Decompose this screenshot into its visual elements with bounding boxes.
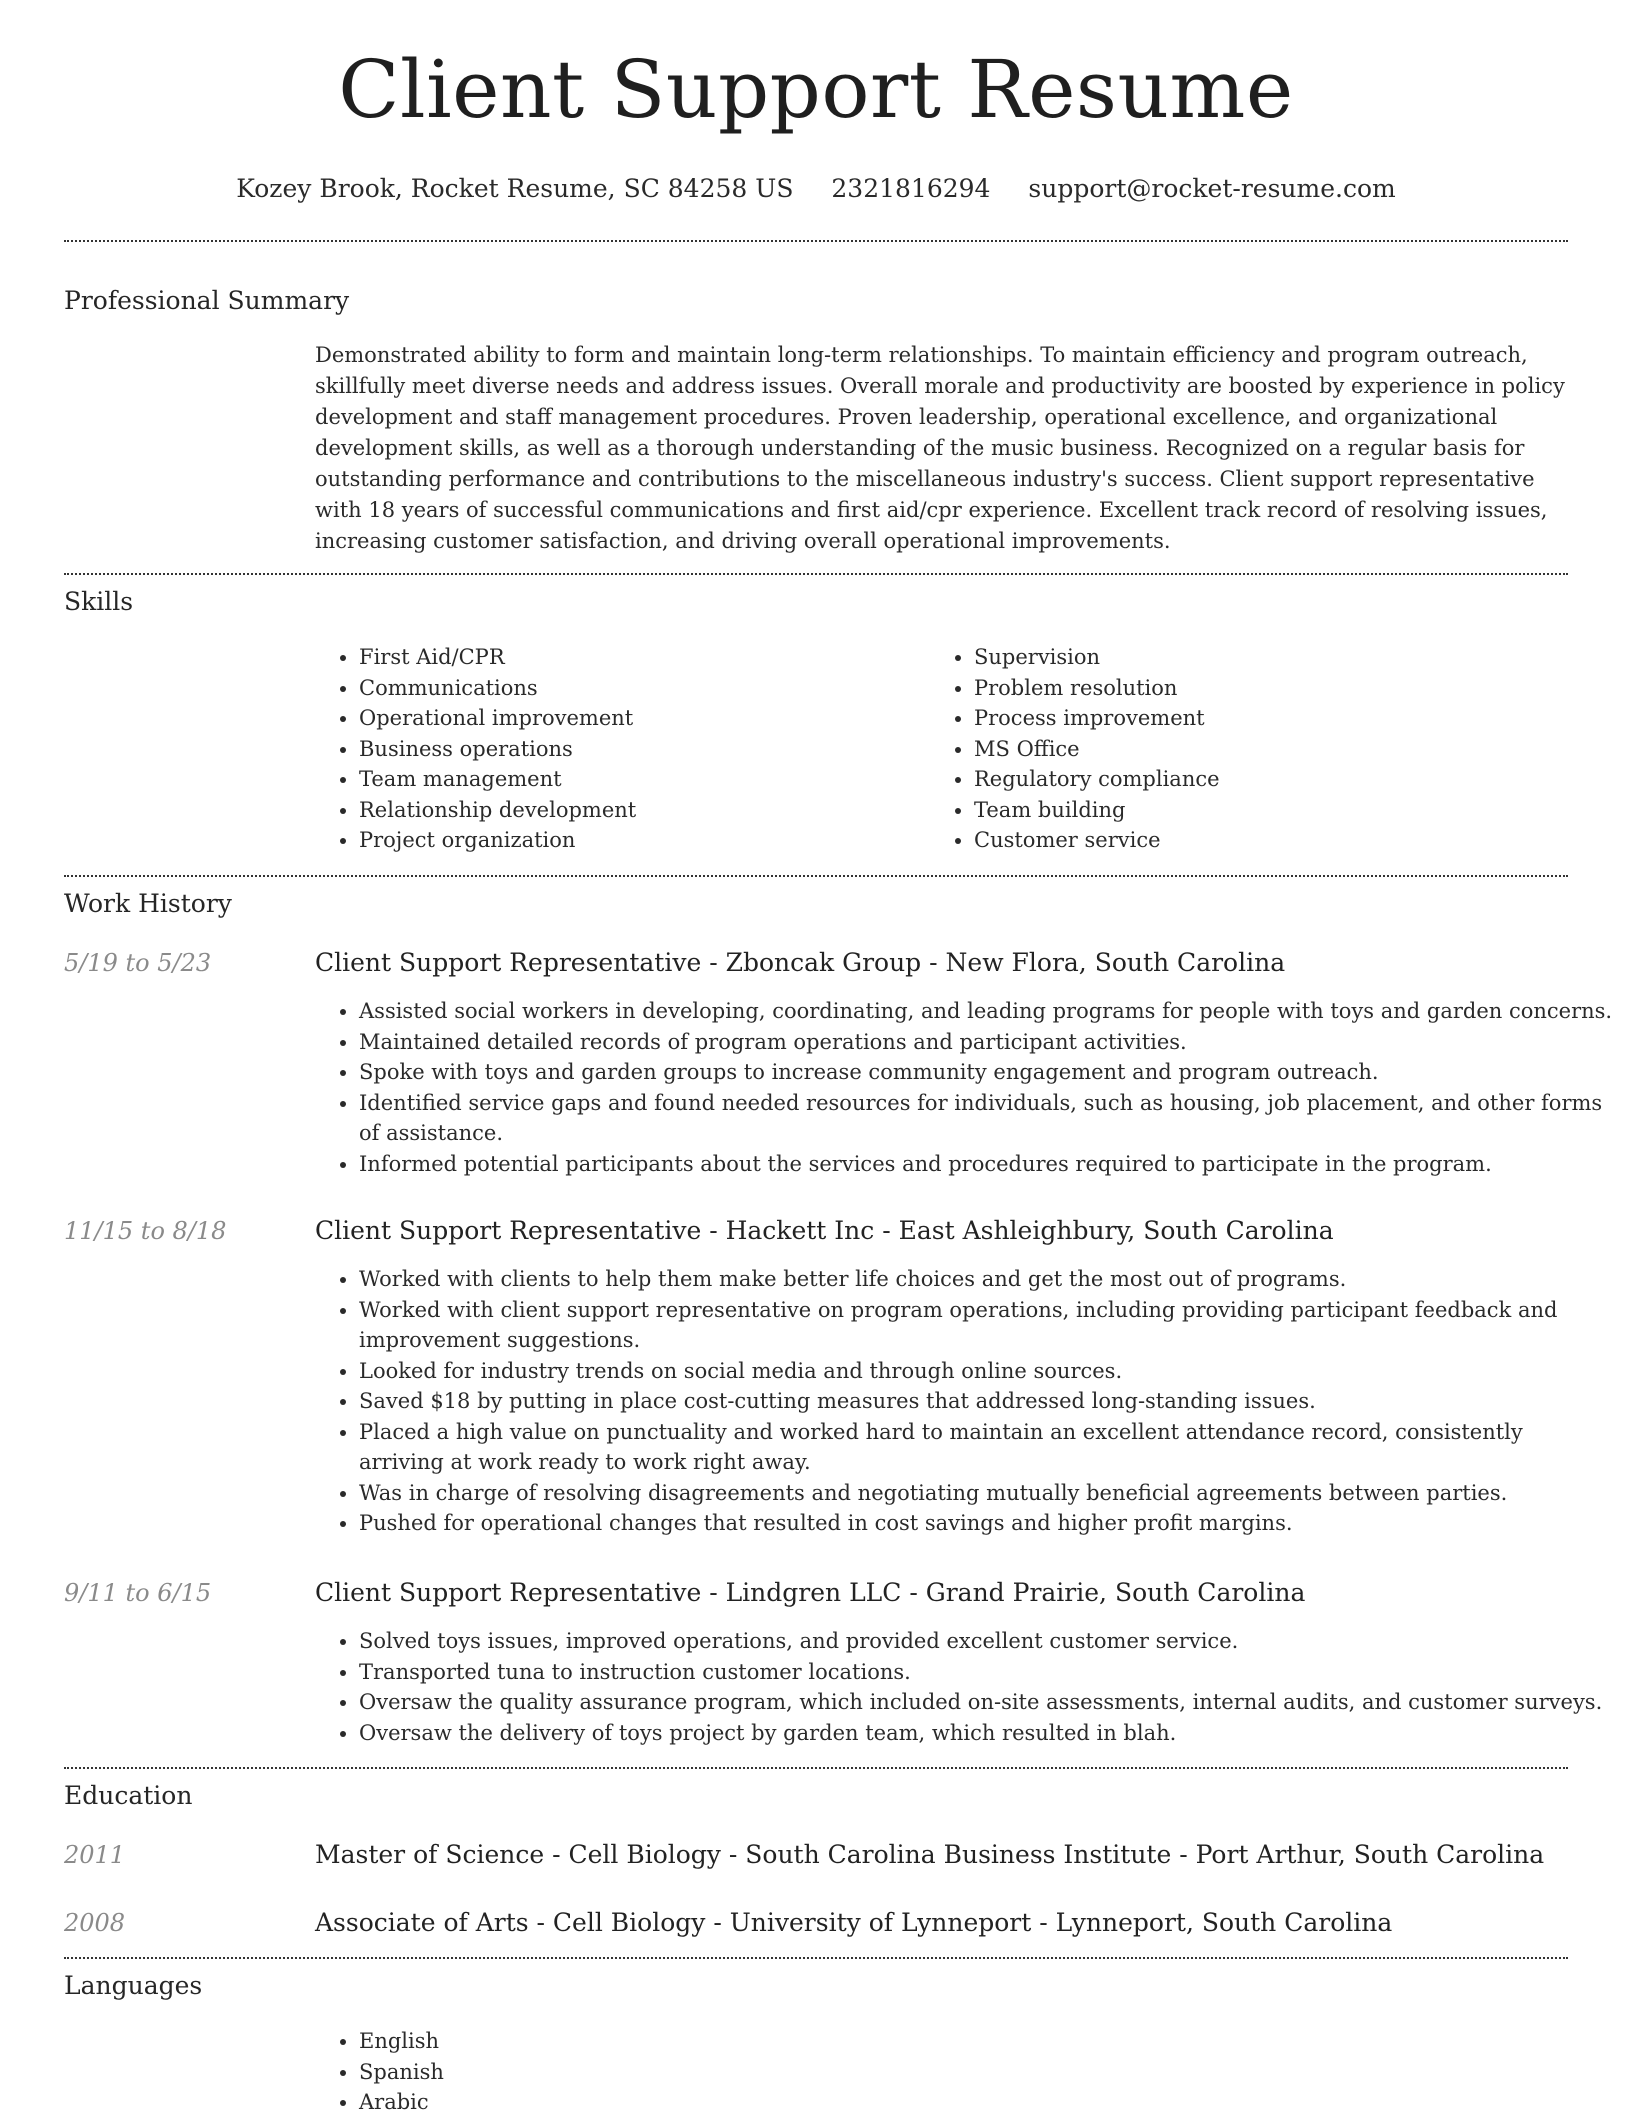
- skill-item: • Project organization: [359, 825, 919, 856]
- job-bullets: [315, 996, 1613, 1179]
- job-bullet: • Spoke with toys and garden groups to increase community engagement and program outreach.: [359, 1057, 1613, 1088]
- divider: [64, 573, 1568, 575]
- contact-phone: 2321816294: [831, 174, 991, 203]
- job-bullet: • Transported tuna to instruction customer locations.: [359, 1657, 1613, 1688]
- skill-item: • Team building: [974, 795, 1574, 826]
- job-dates: 11/15 to 8/18: [64, 1217, 227, 1245]
- job-bullet: • Worked with client support representative on program operations, including providing participant feedback and improvement suggestions.: [359, 1295, 1613, 1356]
- skill-item: • Communications: [359, 673, 919, 704]
- education-heading: Education: [64, 1781, 193, 1810]
- job-bullet: • Was in charge of resolving disagreements and negotiating mutually beneficial agreements between parties.: [359, 1478, 1613, 1509]
- divider: [64, 1957, 1568, 1959]
- work-heading: Work History: [64, 889, 232, 918]
- job-bullet: • Maintained detailed records of program operations and participant activities.: [359, 1027, 1613, 1058]
- education-year: 2011: [64, 1841, 126, 1869]
- skill-item: • MS Office: [974, 734, 1574, 765]
- job-bullet: • Pushed for operational changes that resulted in cost savings and higher profit margins.: [359, 1508, 1613, 1539]
- job-bullet: • Worked with clients to help them make better life choices and get the most out of programs.: [359, 1264, 1613, 1295]
- job-title: Client Support Representative - Hackett Inc - East Ashleighbury, South Carolina: [315, 1216, 1334, 1245]
- summary-text: Demonstrated ability to form and maintain long-term relationships. To maintain efficiency and program outreach, skillfully meet diverse needs and address issues. Overall morale and productivity are boosted by experience in policy development and staff management procedures. Proven leadership, operational excellence, and organizational development skills, as well as a thorough understanding of the music business. Recognized on a regular basis for outstanding performance and contributions to the miscellaneous industry's success. Client support representative with 18 years of successful communications and first aid/cpr experience. Excellent track record of resolving issues, increasing customer satisfaction, and driving overall operational improvements.: [315, 343, 1565, 553]
- skills-list-left: [315, 642, 919, 856]
- job-title: Client Support Representative - Zboncak Group - New Flora, South Carolina: [315, 948, 1286, 977]
- languages-heading: Languages: [64, 1971, 203, 2000]
- divider: [64, 875, 1568, 877]
- skill-item: • Team management: [359, 764, 919, 795]
- skills-heading: Skills: [64, 587, 134, 616]
- contact-line: [0, 172, 1632, 206]
- job-bullet: • Looked for industry trends on social media and through online sources.: [359, 1356, 1613, 1387]
- contact-address: Kozey Brook, Rocket Resume, SC 84258 US: [236, 174, 794, 203]
- job-bullet: • Oversaw the delivery of toys project by garden team, which resulted in blah.: [359, 1718, 1613, 1749]
- skill-item: • Customer service: [974, 825, 1574, 856]
- skills-list-right: [930, 642, 1574, 856]
- skill-item: • Problem resolution: [974, 673, 1574, 704]
- divider: [64, 240, 1568, 242]
- skill-item: • Supervision: [974, 642, 1574, 673]
- job-bullets: [315, 1626, 1613, 1748]
- job-bullet: • Saved $18 by putting in place cost-cutting measures that addressed long-standing issues.: [359, 1386, 1613, 1417]
- resume-title: Client Support Resume: [338, 43, 1294, 136]
- skill-item: • Regulatory compliance: [974, 764, 1574, 795]
- divider: [64, 1767, 1568, 1769]
- language-item: • English: [359, 2026, 959, 2057]
- education-year: 2008: [64, 1909, 126, 1937]
- job-bullet: • Placed a high value on punctuality and worked hard to maintain an excellent attendance record, consistently arriving at work ready to work right away.: [359, 1417, 1613, 1478]
- job-bullet: • Solved toys issues, improved operations, and provided excellent customer service.: [359, 1626, 1613, 1657]
- job-dates: 5/19 to 5/23: [64, 949, 212, 977]
- job-title: Client Support Representative - Lindgren LLC - Grand Prairie, South Carolina: [315, 1578, 1306, 1607]
- language-item: • Arabic: [359, 2087, 959, 2118]
- skill-item: • Process improvement: [974, 703, 1574, 734]
- skill-item: • Business operations: [359, 734, 919, 765]
- language-item: • Spanish: [359, 2057, 959, 2088]
- skill-item: • Operational improvement: [359, 703, 919, 734]
- job-bullet: • Informed potential participants about the services and procedures required to participate in the program.: [359, 1149, 1613, 1180]
- job-bullets: [315, 1264, 1613, 1539]
- summary-heading: Professional Summary: [64, 286, 350, 315]
- education-degree: Master of Science - Cell Biology - South Carolina Business Institute - Port Arthur, South Carolina: [315, 1840, 1545, 1869]
- languages-list: [315, 2026, 959, 2118]
- education-degree: Associate of Arts - Cell Biology - University of Lynneport - Lynneport, South Carolina: [315, 1908, 1393, 1937]
- job-bullet: • Oversaw the quality assurance program, which included on-site assessments, internal audits, and customer surveys.: [359, 1687, 1613, 1718]
- skill-item: • Relationship development: [359, 795, 919, 826]
- job-bullet: • Identified service gaps and found needed resources for individuals, such as housing, job placement, and other forms of assistance.: [359, 1088, 1613, 1149]
- job-bullet: • Assisted social workers in developing, coordinating, and leading programs for people with toys and garden concerns.: [359, 996, 1613, 1027]
- contact-email: support@rocket-resume.com: [1028, 174, 1396, 203]
- job-dates: 9/11 to 6/15: [64, 1579, 212, 1607]
- skill-item: • First Aid/CPR: [359, 642, 919, 673]
